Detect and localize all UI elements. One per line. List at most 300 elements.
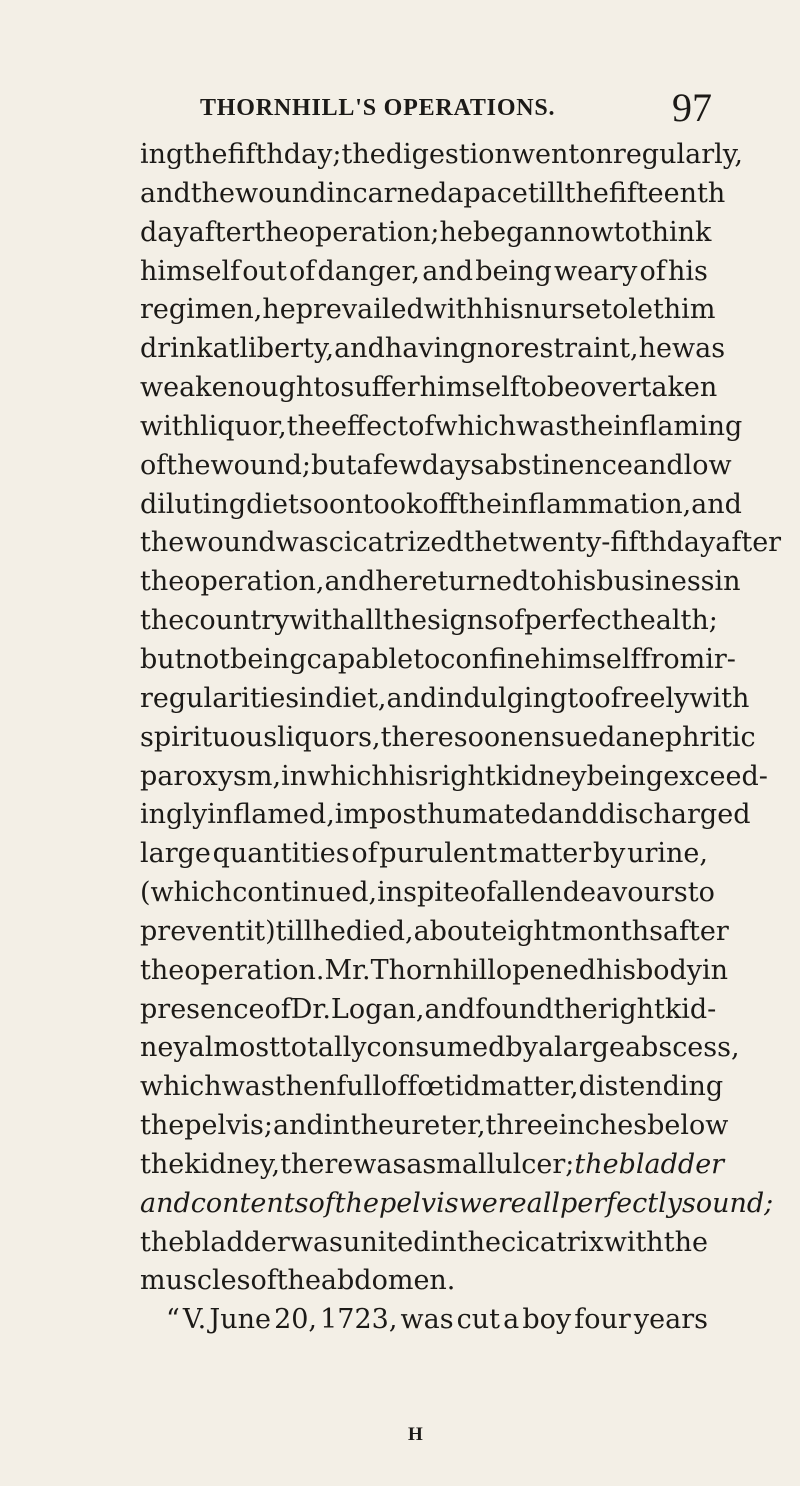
word: of (381, 1071, 408, 1103)
word: contents (190, 1187, 309, 1219)
word: weary (553, 255, 638, 287)
word: and (386, 682, 438, 714)
text-line (140, 330, 726, 369)
word: regularly, (612, 139, 744, 170)
word: ir- (705, 643, 736, 675)
word: the (140, 566, 185, 598)
word: after (188, 216, 255, 248)
text-line (140, 136, 744, 175)
word: of (264, 993, 291, 1025)
word: till (275, 915, 313, 947)
word: the (286, 410, 331, 442)
word: ; (565, 1148, 575, 1180)
word: paroxysm, (140, 760, 282, 792)
word: operation (298, 216, 431, 248)
word: “ (166, 1304, 180, 1336)
word: of (408, 410, 435, 442)
word: but (311, 449, 357, 481)
word: let (628, 294, 664, 326)
text-line (140, 1224, 708, 1263)
word: and (422, 255, 473, 287)
word: with (140, 410, 200, 442)
word: and (272, 1110, 324, 1142)
word: capable (306, 643, 414, 675)
word: ; (301, 449, 312, 481)
word: of (308, 1187, 335, 1219)
word: indulging (437, 682, 568, 714)
word: matter (498, 838, 592, 870)
word: years (633, 1304, 708, 1336)
word: in (430, 1226, 457, 1258)
word: and (691, 488, 742, 520)
word: and (632, 449, 684, 481)
text-line (140, 563, 741, 602)
word: the (564, 177, 609, 209)
word: himself (540, 643, 641, 675)
word: liquors, (277, 721, 381, 753)
text-line (140, 874, 715, 913)
word: and (547, 799, 599, 831)
word: the (190, 177, 235, 209)
word: off (422, 488, 458, 520)
word: his (596, 954, 636, 986)
word: the (140, 527, 185, 559)
word: the (166, 449, 211, 481)
word: a (356, 449, 373, 481)
word: was (353, 1148, 407, 1180)
text-line-italic-end (140, 1146, 725, 1185)
word: enough (211, 372, 314, 404)
word: exceed- (663, 760, 768, 792)
word: a (503, 1304, 520, 1336)
page-number: 97 (672, 85, 712, 130)
word: ulcer (495, 1148, 566, 1180)
word: bladder (184, 1226, 290, 1258)
word: kid- (664, 993, 717, 1025)
word: soon (298, 488, 363, 520)
word: abdomen. (320, 1265, 456, 1297)
word: apace (447, 177, 528, 209)
word: right (428, 760, 496, 792)
word: all (349, 605, 383, 637)
word: (which (140, 877, 233, 909)
word: of (498, 605, 525, 637)
word: in (714, 566, 741, 598)
text-line (140, 602, 718, 641)
word: pelvis (378, 1187, 459, 1219)
word: boy (522, 1304, 572, 1336)
word: eight (491, 915, 562, 947)
word: operation. (184, 954, 325, 986)
word: ; (263, 1110, 273, 1142)
word: 20, (274, 1304, 318, 1336)
word: then (274, 1071, 337, 1103)
word: the (457, 488, 503, 520)
word: wound (235, 177, 327, 209)
word: Dr. (290, 993, 331, 1025)
word: small (422, 1148, 496, 1180)
word: health (622, 605, 709, 637)
word: below (647, 1110, 729, 1142)
word: fifteenth (608, 177, 726, 209)
word: abscess, (624, 1032, 740, 1064)
word: discharged (598, 799, 751, 831)
word: Thornhill (370, 954, 496, 986)
word: right (597, 993, 665, 1025)
text-line (140, 175, 726, 214)
word: with (423, 294, 484, 326)
word: 1723, (320, 1304, 398, 1336)
word: inflaming (613, 410, 743, 442)
word: ureter, (394, 1110, 486, 1142)
word: perfect (524, 605, 623, 637)
word: diet, (325, 682, 387, 714)
word: died, (345, 915, 414, 947)
word: there (280, 1148, 354, 1180)
word: June (209, 1304, 271, 1336)
word: fœtid (407, 1071, 481, 1103)
word: consumed (366, 1032, 506, 1064)
text-line (140, 486, 742, 525)
word: were (458, 1187, 527, 1219)
word: the (574, 1148, 619, 1180)
word: being (230, 643, 307, 675)
word: prevailed (295, 294, 424, 326)
word: took (362, 488, 423, 520)
word: too (567, 682, 611, 714)
word: ing (140, 139, 184, 170)
word: sound (681, 1187, 765, 1219)
word: which (307, 760, 389, 792)
word: fifth (227, 139, 284, 170)
word: wound (184, 527, 276, 559)
word: Logan, (330, 993, 425, 1025)
word: prevent (140, 915, 246, 947)
word: V. (182, 1304, 207, 1336)
word: the (569, 410, 614, 442)
word: nephritic (631, 721, 756, 753)
word: the (140, 1226, 185, 1258)
word: with (289, 605, 350, 637)
word: began (472, 216, 557, 248)
text-line (140, 641, 736, 680)
word: the (140, 1148, 185, 1180)
word: himself (140, 255, 241, 287)
word: weak (140, 372, 212, 404)
word: few (372, 449, 422, 481)
word: bladder (618, 1148, 725, 1180)
word: restraint, (510, 333, 639, 365)
word: ingly (140, 799, 208, 831)
word: was (515, 410, 570, 442)
word: he (262, 294, 296, 326)
word: with (689, 682, 750, 714)
word: not (185, 643, 231, 675)
word: large (140, 838, 211, 870)
word: danger, (317, 255, 421, 287)
word: cicatrix (501, 1226, 604, 1258)
word: a (537, 1032, 555, 1064)
word: he (375, 566, 409, 598)
word: till (527, 177, 565, 209)
word: spite (403, 877, 470, 909)
word: of (639, 255, 666, 287)
word: the (276, 1265, 321, 1297)
word: the (140, 605, 185, 637)
word: found (475, 993, 554, 1025)
signature-mark: H (408, 1424, 423, 1445)
word: being (586, 760, 664, 792)
word: his (388, 760, 429, 792)
word: business (596, 566, 715, 598)
text-line (140, 291, 716, 330)
word: inflammation, (502, 488, 692, 520)
word: now (556, 216, 614, 248)
word: suffer (340, 372, 420, 404)
text-line (140, 991, 717, 1030)
word: regimen, (140, 294, 263, 326)
body-text (140, 136, 782, 1340)
word: months (561, 915, 663, 947)
word: went (511, 139, 580, 170)
word: twenty-fifth (507, 527, 667, 559)
word: be (546, 372, 581, 404)
word: was (672, 333, 726, 365)
word: it) (245, 915, 276, 947)
word: having (384, 333, 477, 365)
word: the (183, 139, 228, 170)
word: was (400, 1304, 454, 1336)
word: his (668, 255, 708, 287)
word: muscles (140, 1265, 251, 1297)
word: ney (140, 1032, 189, 1064)
word: quantities (212, 838, 350, 870)
word: think (640, 216, 712, 248)
word: freely (610, 682, 690, 714)
word: day (666, 527, 716, 559)
word: in (377, 877, 404, 909)
word: which (140, 1071, 222, 1103)
word: day (140, 216, 189, 248)
word: his (483, 294, 524, 326)
text-line (140, 835, 708, 874)
word: wound (210, 449, 302, 481)
text-line (140, 680, 750, 719)
word: the (341, 139, 386, 170)
word: operation, (184, 566, 325, 598)
word: and (140, 1187, 191, 1219)
word: himself (419, 372, 520, 404)
word: all (495, 877, 530, 909)
word: to (687, 877, 715, 909)
word: but (140, 643, 186, 675)
word: pelvis (184, 1110, 264, 1142)
word: of (140, 449, 167, 481)
word: liquor, (200, 410, 287, 442)
text-line (140, 447, 732, 486)
word: the (140, 954, 185, 986)
word: the (663, 1226, 708, 1258)
text-line (140, 369, 718, 408)
word: distending (578, 1071, 724, 1103)
word: to (413, 643, 441, 675)
word: full (336, 1071, 381, 1103)
word: inches (558, 1110, 648, 1142)
word: three (485, 1110, 559, 1142)
page-header (200, 82, 712, 132)
text-line-italic-start (140, 1185, 774, 1224)
word: the (334, 1187, 379, 1219)
word: of (289, 255, 316, 287)
word: low (683, 449, 732, 481)
text-line (140, 913, 729, 952)
text-line (140, 524, 782, 563)
text-line (140, 952, 729, 991)
word: which (434, 410, 516, 442)
word: about (413, 915, 492, 947)
word: opened (495, 954, 597, 986)
word: totally (279, 1032, 367, 1064)
word: diluting (140, 488, 247, 520)
word: him (663, 294, 716, 326)
word: and (334, 333, 385, 365)
word: the (463, 527, 508, 559)
word: after (662, 915, 729, 947)
word: cicatrized (328, 527, 464, 559)
text-line (140, 1107, 729, 1146)
word: day (283, 139, 333, 170)
word: to (519, 372, 547, 404)
word: out (242, 255, 287, 287)
word: nurse (523, 294, 602, 326)
word: almost (188, 1032, 280, 1064)
text-line (140, 758, 768, 797)
word: incarned (326, 177, 448, 209)
word: soon (453, 721, 518, 753)
text-line (140, 1068, 724, 1107)
word: four (574, 1304, 631, 1336)
text-line (140, 408, 743, 447)
word: the (553, 993, 598, 1025)
word: liberty, (239, 333, 335, 365)
word: confine (440, 643, 541, 675)
word: abstinence (484, 449, 633, 481)
word: of (351, 838, 378, 870)
word: he (312, 915, 346, 947)
word: the (254, 216, 299, 248)
word: from (640, 643, 706, 675)
word: all (526, 1187, 560, 1219)
word: a (406, 1148, 423, 1180)
word: perfectly (559, 1187, 682, 1219)
word: the (140, 1110, 185, 1142)
word: cut (456, 1304, 501, 1336)
word: the (382, 605, 427, 637)
word: inflamed, (207, 799, 335, 831)
word: ; (708, 605, 718, 637)
word: the (349, 1110, 395, 1142)
word: kidney, (184, 1148, 281, 1180)
word: ; (430, 216, 440, 248)
word: digestion (385, 139, 512, 170)
word: ; (332, 139, 342, 170)
word: purulent (379, 838, 498, 870)
text-line (140, 719, 756, 758)
word: to (613, 216, 641, 248)
word: with (603, 1226, 664, 1258)
word: of (250, 1265, 277, 1297)
word: country (184, 605, 290, 637)
word: was (289, 1226, 343, 1258)
word: in (702, 954, 729, 986)
word: united (343, 1226, 431, 1258)
text-line (140, 1029, 740, 1068)
word: Mr. (324, 954, 371, 986)
word: diet (246, 488, 299, 520)
word: a (615, 721, 632, 753)
word: imposthumated (334, 799, 548, 831)
running-title: THORNHILL'S OPERATIONS. (200, 95, 556, 121)
word: overtaken (580, 372, 718, 404)
word: to (601, 294, 629, 326)
word: no (476, 333, 511, 365)
word: regularities (140, 682, 300, 714)
word: and (140, 177, 191, 209)
word: in (299, 682, 326, 714)
word: on (579, 139, 613, 170)
word: presence (140, 993, 265, 1025)
word: and (424, 993, 476, 1025)
word: days (421, 449, 485, 481)
word: returned (408, 566, 530, 598)
word: ; (764, 1187, 774, 1219)
word: urine, (627, 838, 708, 870)
word: the (456, 1226, 501, 1258)
word: to (529, 566, 557, 598)
word: after (715, 527, 782, 559)
word: there (380, 721, 454, 753)
word: being (475, 255, 552, 287)
word: was (221, 1071, 275, 1103)
text-line (140, 796, 751, 835)
word: spirituous (140, 721, 278, 753)
text-line-new-paragraph (140, 1301, 708, 1340)
text-line-paragraph-end (140, 1262, 708, 1301)
word: his (556, 566, 597, 598)
word: he (439, 216, 473, 248)
word: endeavours (529, 877, 688, 909)
word: by (505, 1032, 538, 1064)
text-line (140, 214, 712, 253)
word: and (324, 566, 376, 598)
word: by (592, 838, 626, 870)
word: to (313, 372, 341, 404)
word: he (638, 333, 673, 365)
word: drink (140, 333, 213, 365)
text-line (140, 253, 708, 292)
word: large (554, 1032, 625, 1064)
word: in (323, 1110, 350, 1142)
word: ensued (517, 721, 616, 753)
word: was (275, 527, 329, 559)
word: continued, (232, 877, 378, 909)
word: at (212, 333, 240, 365)
word: effect (330, 410, 409, 442)
word: body (635, 954, 703, 986)
word: of (469, 877, 496, 909)
word: matter, (480, 1071, 579, 1103)
word: kidney (495, 760, 587, 792)
